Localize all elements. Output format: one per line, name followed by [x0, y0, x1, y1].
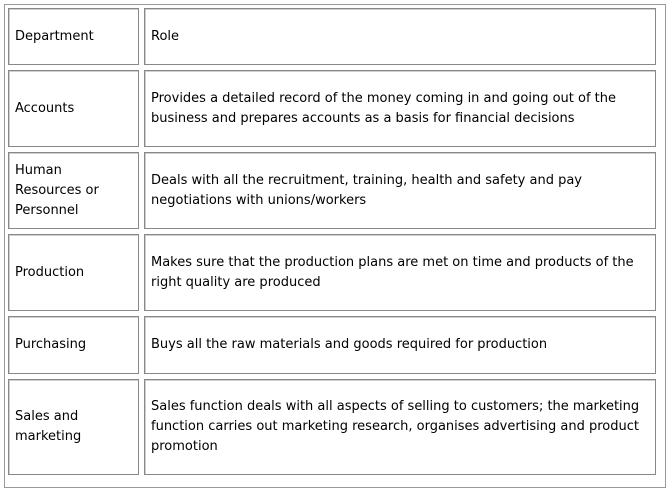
department-cell: Purchasing [8, 316, 139, 374]
table-row [8, 316, 656, 374]
table-row [8, 234, 656, 311]
department-roles-table [3, 3, 661, 480]
table-row [8, 70, 656, 147]
table-row [8, 379, 656, 475]
department-cell: Human Resources or Personnel [8, 152, 139, 229]
role-cell: Buys all the raw materials and goods required for production [144, 316, 656, 374]
role-cell: Provides a detailed record of the money coming in and going out of the business and prepares accounts as a basis for financial decisions [144, 70, 656, 147]
role-cell: Deals with all the recruitment, training, health and safety and pay negotiations with unions/workers [144, 152, 656, 229]
table-header-row [8, 8, 656, 65]
header-role: Role [144, 8, 656, 65]
department-cell: Sales and marketing [8, 379, 139, 475]
header-department: Department [8, 8, 139, 65]
department-cell: Production [8, 234, 139, 311]
table-row [8, 152, 656, 229]
role-cell: Makes sure that the production plans are met on time and products of the right quality are produced [144, 234, 656, 311]
department-cell: Accounts [8, 70, 139, 147]
role-cell: Sales function deals with all aspects of selling to customers; the marketing function carries out marketing research, organises advertising and product promotion [144, 379, 656, 475]
